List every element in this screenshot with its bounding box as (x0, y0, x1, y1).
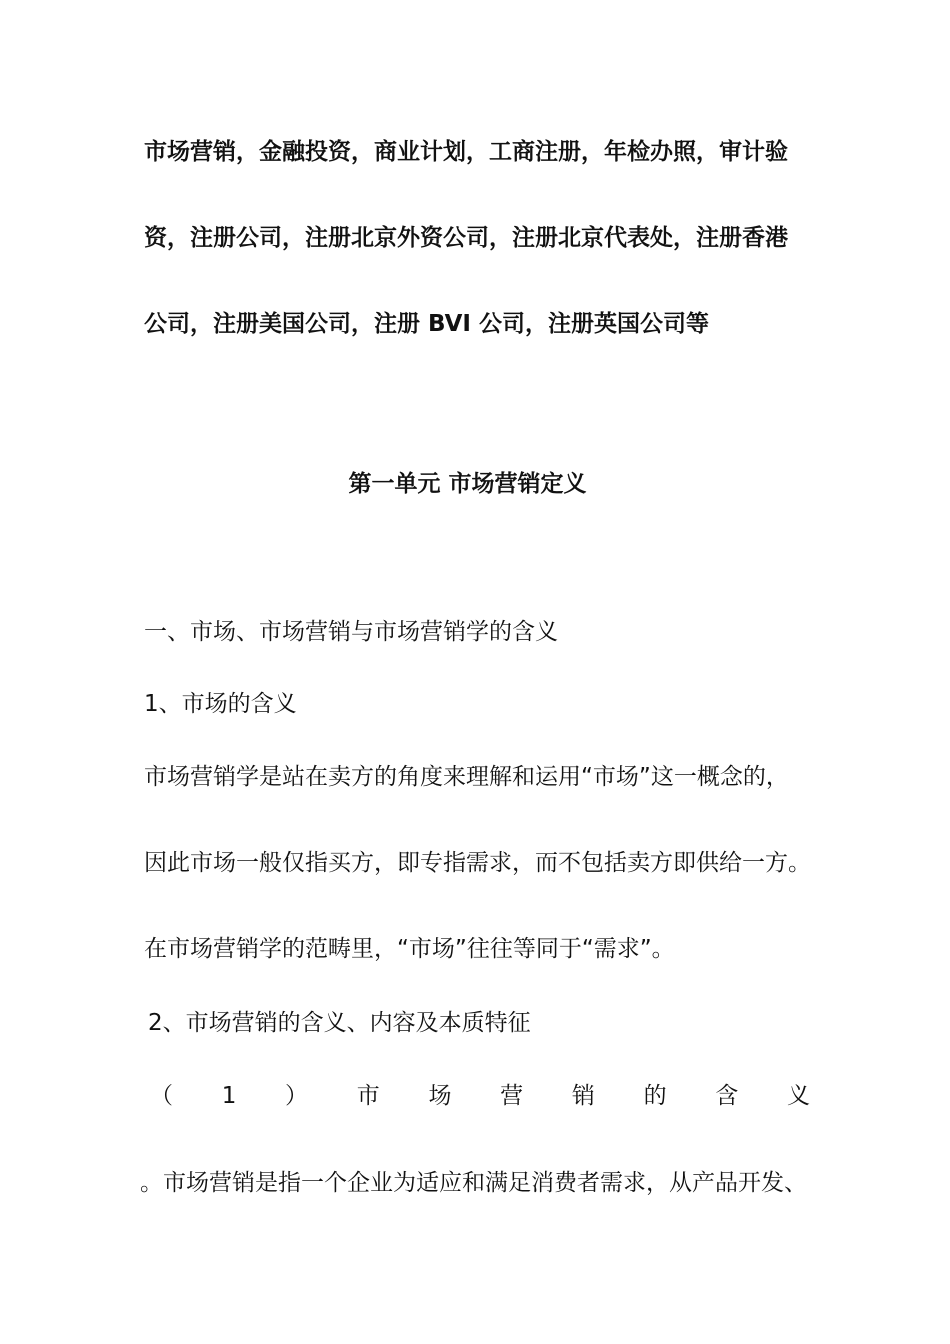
heading-char: 1 (221, 1083, 237, 1109)
intro-text-line: 资，注册公司，注册北京外资公司，注册北京代表处，注册香港 (144, 225, 788, 251)
heading-char: 的 (643, 1083, 667, 1109)
intro-text-line: 市场营销，金融投资，商业计划，工商注册，年检办照，审计验 (144, 139, 788, 165)
heading-char: 含 (715, 1083, 739, 1109)
heading-char: 市 (356, 1083, 380, 1109)
heading-char: 销 (571, 1083, 595, 1109)
paragraph-line: 。市场营销是指一个企业为适应和满足消费者需求，从产品开发、 (140, 1170, 807, 1196)
paragraph-line: 市场营销学是站在卖方的角度来理解和运用“市场”这一概念的， (144, 764, 789, 790)
section-heading: 一、市场、市场营销与市场营销学的含义 (144, 619, 558, 645)
subsection-heading: 2、市场营销的含义、内容及本质特征 (148, 1010, 531, 1036)
subsection-heading: 1、市场的含义 (144, 691, 297, 717)
heading-char: ） (285, 1083, 309, 1109)
intro-text-line: 公司，注册美国公司，注册 BVI 公司，注册英国公司等 (144, 311, 709, 337)
heading-char: 义 (786, 1083, 810, 1109)
heading-char: （ (150, 1083, 173, 1109)
paragraph-line: 在市场营销学的范畴里，“市场”往往等同于“需求”。 (144, 936, 675, 962)
sub-subsection-heading (150, 1081, 810, 1111)
unit-title: 第一单元 市场营销定义 (348, 471, 587, 497)
heading-char: 营 (500, 1083, 524, 1109)
paragraph-line: 因此市场一般仅指买方，即专指需求，而不包括卖方即供给一方。 (144, 850, 811, 876)
heading-char: 场 (428, 1083, 452, 1109)
